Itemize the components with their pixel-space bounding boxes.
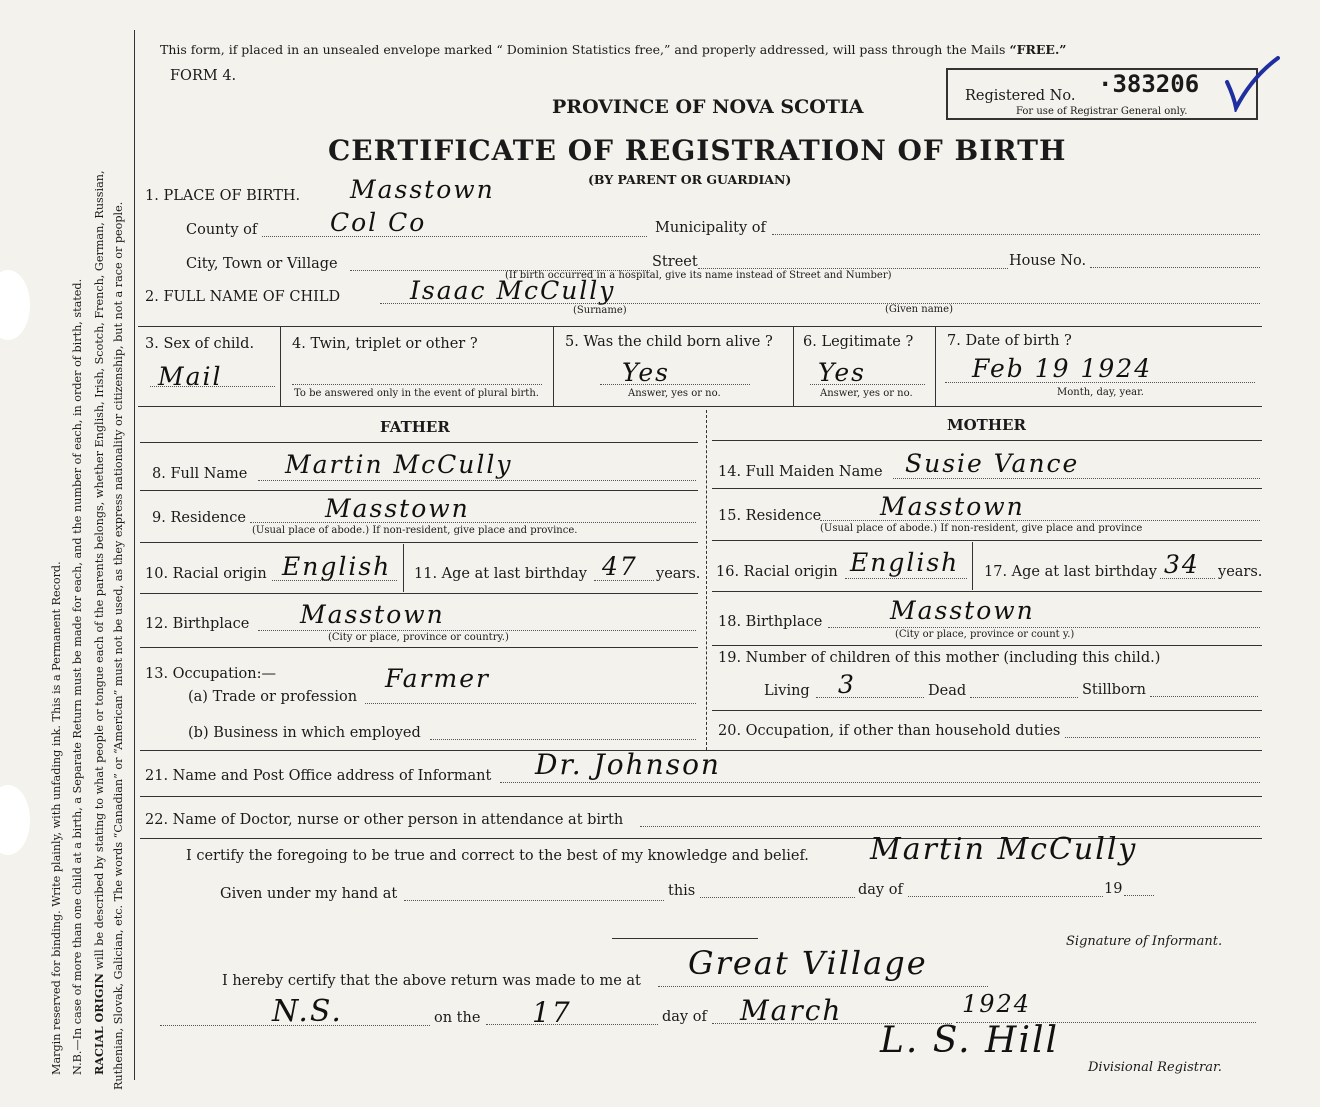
born-alive-value: Yes [622,358,670,387]
father-name-value: Martin McCully [285,450,513,479]
registrar-signature: L. S. Hill [880,1020,1059,1061]
mother-residence-label: 15. Residence [718,508,822,524]
living-label: Living [764,683,810,699]
legitimate-note: Answer, yes or no. [820,388,913,399]
divisional-registrar-label: Divisional Registrar. [1088,1060,1222,1075]
mother-age-label: 17. Age at last birthday [984,564,1157,580]
given-under-label: Given under my hand at [220,886,398,902]
mother-heading: MOTHER [947,416,1026,434]
father-age-label: 11. Age at last birthday [414,566,587,582]
margin-note-nationality: Ruthenian, Slovak, Galician, etc. The words “Canadian” or “American” must not be used, as they express nationality or citizenship, but not a race or people. [112,201,125,1090]
binding-hole-top [0,270,30,340]
this-label: this [668,883,696,899]
house-no-label: House No. [1009,253,1087,269]
given-name-note: (Given name) [885,304,953,315]
margin-note-binding: Margin reserved for binding. Write plainly, with unfading ink. This is a Permanent Record. [50,561,63,1075]
business-label: (b) Business in which employed [188,725,421,741]
father-name-label: 8. Full Name [152,466,248,482]
sex-value: Mail [158,362,223,391]
mother-birthplace-label: 18. Birthplace [718,614,823,630]
dob-label: 7. Date of birth ? [947,333,1072,349]
dob-value: Feb 19 1924 [972,354,1153,383]
place-of-birth-label: 1. PLACE OF BIRTH. [145,188,301,204]
page-title: CERTIFICATE OF REGISTRATION OF BIRTH [328,134,1067,167]
registrar-place-value: Great Village [688,944,928,982]
county-value: Col Co [330,208,427,237]
registrar-province-value: N.S. [272,994,343,1029]
mother-birthplace-note: (City or place, province or count y.) [895,629,1075,640]
informant-signature: Martin McCully [870,832,1138,867]
father-birthplace-value: Masstown [300,600,445,629]
born-alive-label: 5. Was the child born alive ? [565,334,773,350]
father-residence-note: (Usual place of abode.) If non-resident, give place and province. [252,525,578,536]
trade-label: (a) Trade or profession [188,689,358,705]
margin-line [134,30,135,1080]
mother-race-value: English [850,548,960,577]
father-occupation-label: 13. Occupation:— [145,666,276,682]
on-the-label: on the [434,1010,481,1026]
signature-of-informant-label: Signature of Informant. [1066,934,1223,949]
trade-value: Farmer [385,664,490,693]
father-heading: FATHER [380,418,450,436]
child-name-label: 2. FULL NAME OF CHILD [145,289,341,305]
child-name-value: Isaac McCully [410,276,616,305]
mother-name-value: Susie Vance [905,449,1080,478]
father-birthplace-note: (City or place, province or country.) [328,632,509,643]
registrar-year-value: 1924 [962,990,1032,1018]
living-value: 3 [838,670,856,699]
father-residence-value: Masstown [325,494,470,523]
mother-residence-note: (Usual place of abode.) If non-resident, give place and province [820,523,1143,534]
mother-birthplace-value: Masstown [890,596,1035,625]
year-prefix-label: 19 [1104,881,1123,897]
registrar-certify-text: I hereby certify that the above return was made to me at [222,973,641,989]
informant-value: Dr. Johnson [535,748,721,781]
mother-residence-value: Masstown [880,492,1025,521]
father-years-label: years. [656,566,701,582]
twin-note: To be answered only in the event of plural birth. [294,388,539,399]
registered-number: ·383206 [1098,70,1200,98]
hospital-note: (If birth occurred in a hospital, give its name instead of Street and Number) [505,270,892,281]
registered-label: Registered No. [965,88,1076,104]
legitimate-value: Yes [818,358,866,387]
dead-label: Dead [928,683,967,699]
sex-label: 3. Sex of child. [145,336,255,352]
checkmark-icon [1222,52,1282,112]
mother-name-label: 14. Full Maiden Name [718,464,883,480]
registrar-day-of-label: day of [662,1009,707,1025]
street-label: Street [652,254,698,270]
mother-years-label: years. [1218,564,1263,580]
registrar-month-value: March [740,994,843,1027]
binding-hole-bottom [0,785,30,855]
municipality-label: Municipality of [655,220,766,236]
margin-note-racial-origin: RACIAL ORIGIN will be described by stating to what people or tongue each of the parents belongs, whether English, Irish, Scotch, French, German, Russian, [92,170,106,1075]
place-of-birth-value: Masstown [350,175,495,204]
city-label: City, Town or Village [186,256,338,272]
legitimate-label: 6. Legitimate ? [803,334,914,350]
mother-age-value: 34 [1164,550,1200,579]
mother-race-label: 16. Racial origin [716,564,838,580]
mother-occupation-label: 20. Occupation, if other than household duties [718,723,1061,739]
informant-label: 21. Name and Post Office address of Informant [145,768,492,784]
province-heading: PROVINCE OF NOVA SCOTIA [552,96,864,118]
surname-note: (Surname) [573,305,627,316]
day-of-label: day of [858,882,903,898]
born-alive-note: Answer, yes or no. [628,388,721,399]
registrar-day-value: 17 [532,996,572,1029]
county-label: County of [186,222,258,238]
father-race-value: English [282,552,392,581]
twin-label: 4. Twin, triplet or other ? [292,336,478,352]
form-number: FORM 4. [170,68,237,84]
father-residence-label: 9. Residence [152,510,246,526]
mail-notice: This form, if placed in an unsealed envelope marked “ Dominion Statistics free,” and properly addressed, will pass through the Mails “FREE.” [160,42,1067,57]
registrar-note: For use of Registrar General only. [1016,106,1188,117]
father-age-value: 47 [602,552,638,581]
stillborn-label: Stillborn [1082,682,1146,698]
page-subtitle: (BY PARENT OR GUARDIAN) [588,172,792,187]
registration-box [946,68,1258,120]
doctor-label: 22. Name of Doctor, nurse or other person in attendance at birth [145,812,624,828]
children-count-label: 19. Number of children of this mother (including this child.) [718,650,1161,666]
dob-note: Month, day, year. [1057,387,1144,398]
father-birthplace-label: 12. Birthplace [145,616,250,632]
margin-note-multiple-births: N.B.—In case of more than one child at a birth, a Separate Return must be made for each, and the number of each, in order of birth, stated. [71,278,84,1075]
certify-text: I certify the foregoing to be true and correct to the best of my knowledge and belief. [186,848,809,864]
father-race-label: 10. Racial origin [145,566,267,582]
